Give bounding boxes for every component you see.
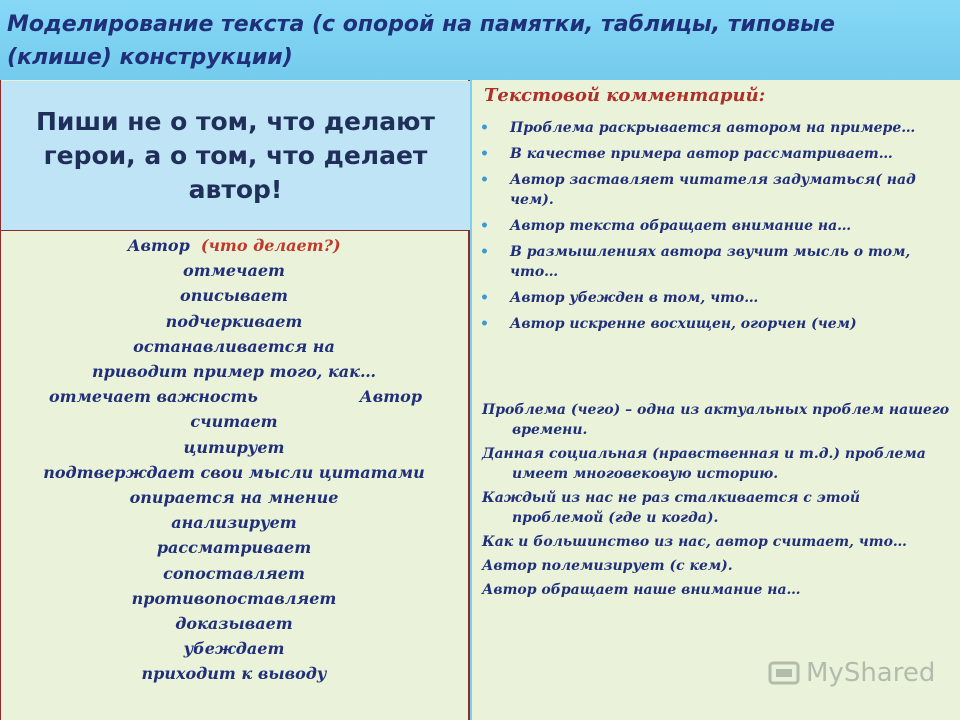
watermark (768, 658, 935, 688)
verb-item: подтверждает свои мысли цитатами (43, 462, 425, 482)
verb-item: доказывает (175, 614, 293, 634)
comment-bullets (480, 118, 945, 340)
myshared-logo-icon (768, 659, 800, 687)
bullet-item: • В качестве примера автор рассматривает… (480, 144, 945, 164)
watermark-text: MyShared (806, 658, 936, 688)
verb-item: рассматривает (156, 538, 312, 558)
verb-item: убеждает (183, 639, 285, 659)
bullet-item: • Проблема раскрывается автором на примере… (480, 118, 945, 138)
verb-item: опирается на мнение (129, 488, 339, 508)
bullet-item: • Автор убежден в том, что… (480, 288, 945, 308)
verb-item: Автор (359, 387, 422, 407)
verb-item: отмечает важность (49, 387, 258, 407)
verb-item: подчеркивает (165, 311, 303, 331)
verb-item: описывает (180, 286, 288, 306)
phrase-item: Каждый из нас не раз сталкивается с этой проблемой (где и когда). (482, 490, 861, 526)
verb-item: цитирует (183, 437, 285, 457)
bullet-item: • Автор текста обращает внимание на… (480, 216, 945, 236)
verb-item: анализирует (171, 513, 297, 533)
verb-item: противопоставляет (131, 588, 337, 608)
phrase-item: Автор обращает наше внимание на… (482, 582, 801, 598)
verbs-heading (1, 233, 467, 258)
verb-item: отмечает (183, 261, 285, 281)
bullet-item: • Автор искренне восхищен, огорчен (чем) (480, 314, 945, 334)
verb-item-split (1, 384, 467, 409)
phrase-item: Данная социальная (нравственная и т.д.) проблема имеет многовековую историю. (482, 446, 926, 482)
verb-item: останавливается на (133, 336, 335, 356)
comment-phrases (482, 400, 952, 604)
bullet-item: • В размышлениях автора звучит мысль о том, что… (480, 242, 945, 282)
phrase-item: Как и большинство из нас, автор считает, что… (482, 534, 907, 550)
verb-item: сопоставляет (163, 563, 305, 583)
verb-item: приводит пример того, как… (92, 362, 376, 382)
verbs-heading-question: (что делает?) (200, 236, 341, 255)
bullet-item: • Автор заставляет читателя задуматься( над чем). (480, 170, 945, 210)
verb-item: считает (190, 412, 278, 432)
slide-header (0, 0, 960, 80)
comment-title: Текстовой комментарий: (484, 85, 766, 106)
callout-box (1, 81, 470, 231)
verbs-list (1, 233, 467, 687)
slide-title: Моделирование текста (с опорой на памятки, таблицы, типовые (клише) конструкции) (7, 12, 835, 70)
verbs-heading-author: Автор (127, 236, 190, 255)
phrase-item: Автор полемизирует (с кем). (482, 558, 733, 574)
verb-item: приходит к выводу (141, 664, 327, 684)
phrase-item: Проблема (чего) – одна из актуальных проблем нашего времени. (482, 402, 950, 438)
callout-text: Пиши не о том, что делают герои, а о том, что делает автор! (36, 106, 435, 204)
